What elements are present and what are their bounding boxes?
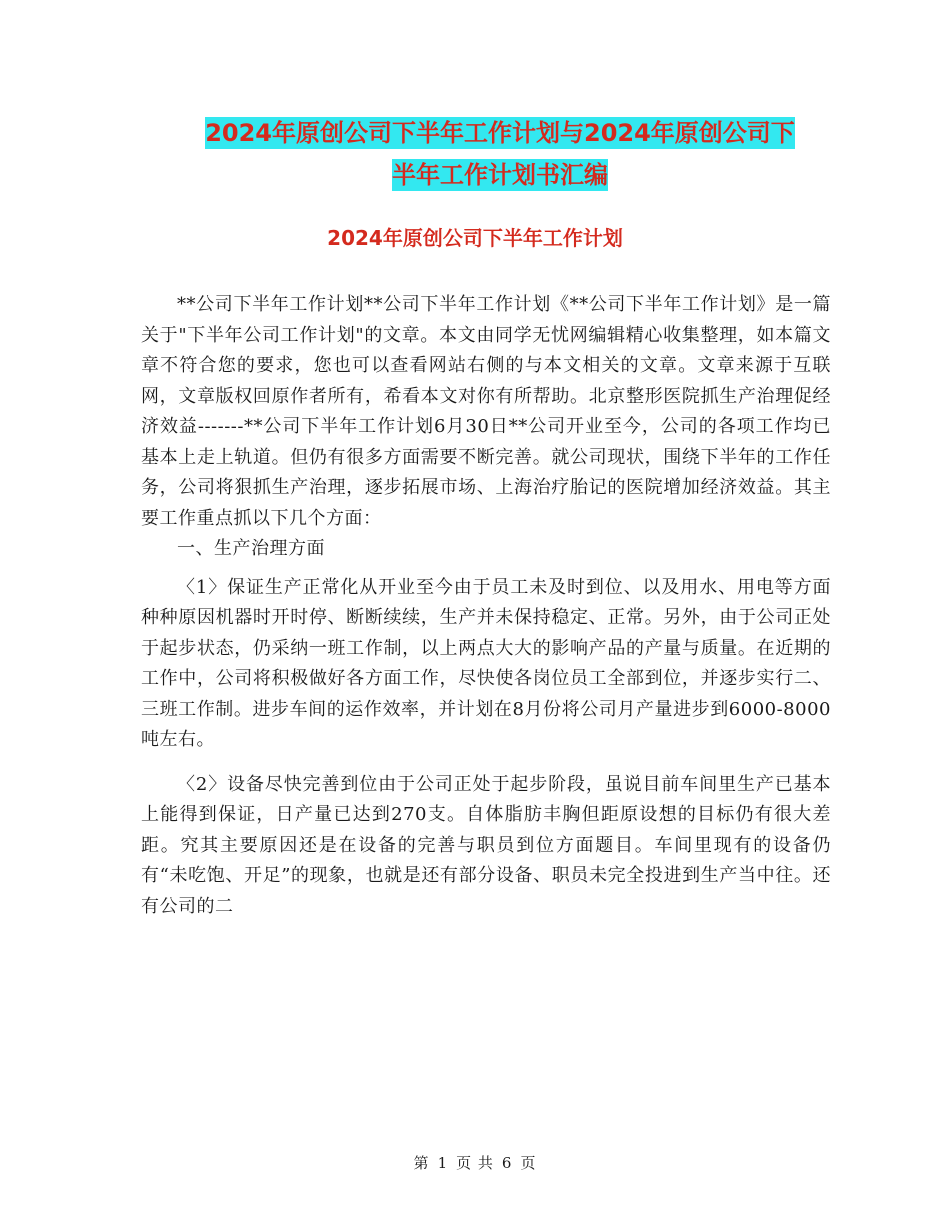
footer-page-number: 1 <box>437 1154 449 1172</box>
paragraph-intro: **公司下半年工作计划**公司下半年工作计划《**公司下半年工作计划》是一篇关于"下半年公司工作计划"的文章。本文由同学无忧网编辑精心收集整理，如本篇文章不符合您的要求，您也可以查看网站右侧的与本文相关的文章。文章来源于互联网，文章版权回原作者所有，希看本文对你有所帮助。北京整形医院抓生产治理促经济效益-------**公司下半年工作计划6月30日**公司开业至今，公司的各项工作均已基本上走上轨道。但仍有很多方面需要不断完善。就公司现状，围绕下半年的工作任务，公司将狠抓生产治理，逐步拓展市场、上海治疗胎记的医院增加经济效益。其主要工作重点抓以下几个方面： <box>141 294 831 529</box>
title-line-2: 半年工作计划书汇编 <box>392 161 608 189</box>
title-line-1: 2024年原创公司下半年工作计划与2024年原创公司下 <box>205 119 795 147</box>
document-body <box>141 290 831 922</box>
footer-suffix: 页 <box>520 1154 537 1172</box>
paragraph-item-2: 〈2〉设备尽快完善到位由于公司正处于起步阶段，虽说目前车间里生产已基本上能得到保证，日产量已达到270支。自体脂肪丰胸但距原设想的目标仍有很大差距。究其主要原因还是在设备的完善与职员到位方面题目。车间里现有的设备仍有“未吃饱、开足”的现象，也就是还有部分设备、职员未完全投进到生产当中往。还有公司的二 <box>141 773 831 917</box>
page-footer <box>0 1152 950 1173</box>
paragraph-heading-production: 一、生产治理方面 <box>177 538 325 559</box>
footer-prefix: 第 <box>413 1154 430 1172</box>
footer-page-total: 6 <box>501 1154 513 1172</box>
footer-mid: 页 共 <box>456 1154 494 1172</box>
document-title <box>120 112 880 196</box>
paragraph-item-1: 〈1〉保证生产正常化从开业至今由于员工未及时到位、以及用水、用电等方面种种原因机器时开时停、断断续续，生产并未保持稳定、正常。另外，由于公司正处于起步状态，仍采纳一班工作制，以上两点大大的影响产品的产量与质量。在近期的工作中，公司将积极做好各方面工作，尽快使各岗位员工全部到位，并逐步实行二、三班工作制。进步车间的运作效率，并计划在8月份将公司月产量进步到6000-8000吨左右。 <box>141 576 831 750</box>
section-title: 2024年原创公司下半年工作计划 <box>327 226 623 250</box>
